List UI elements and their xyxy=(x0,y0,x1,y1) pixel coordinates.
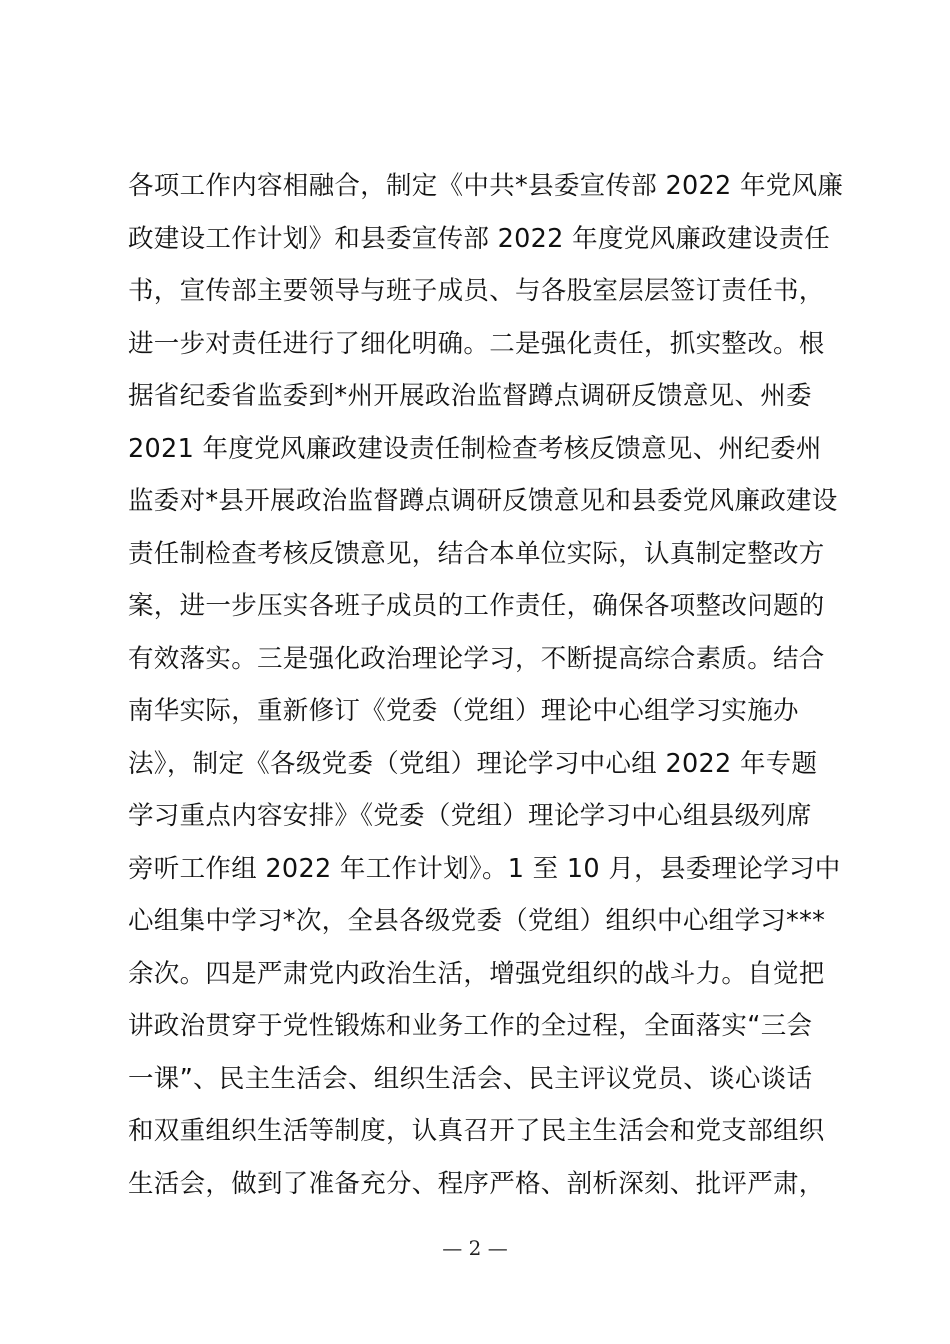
text-line: 书，宣传部主要领导与班子成员、与各股室层层签订责任书， xyxy=(128,276,825,306)
text-line: 学习重点内容安排》《党委（党组）理论学习中心组县级列席 xyxy=(128,801,812,831)
page-number: — 2 — xyxy=(442,1236,508,1260)
text-line: 法》，制定《各级党委（党组）理论学习中心组 2022 年专题 xyxy=(128,748,818,779)
text-line: 南华实际，重新修订《党委（党组）理论中心组学习实施办 xyxy=(128,696,799,726)
text-line: 余次。四是严肃党内政治生活，增强党组织的战斗力。自觉把 xyxy=(128,958,825,989)
body-text xyxy=(128,160,844,1210)
text-line: 旁听工作组 2022 年工作计划》。1 至 10 月，县委理论学习中 xyxy=(128,853,841,884)
text-line: 有效落实。三是强化政治理论学习，不断提高综合素质。结合 xyxy=(128,643,825,674)
text-line: 讲政治贯穿于党性锻炼和业务工作的全过程，全面落实“三会 xyxy=(128,1011,813,1041)
text-line: 监委对*县开展政治监督蹲点调研反馈意见和县委党风廉政建设 xyxy=(128,486,838,516)
text-line: 和双重组织生活等制度，认真召开了民主生活会和党支部组织 xyxy=(128,1116,825,1146)
text-line: 据省纪委省监委到*州开展政治监督蹲点调研反馈意见、州委 xyxy=(128,381,812,411)
text-line: 生活会，做到了准备充分、程序严格、剖析深刻、批评严肃， xyxy=(128,1168,825,1199)
text-line: 各项工作内容相融合，制定《中共*县委宣传部 2022 年党风廉 xyxy=(128,171,844,201)
text-line: 一课”、民主生活会、组织生活会、民主评议党员、谈心谈话 xyxy=(128,1063,813,1094)
text-line: 进一步对责任进行了细化明确。二是强化责任，抓实整改。根 xyxy=(128,328,825,359)
text-line: 心组集中学习*次，全县各级党委（党组）组织中心组学习*** xyxy=(128,906,826,936)
text-line: 政建设工作计划》和县委宣传部 2022 年度党风廉政建设责任 xyxy=(128,223,831,254)
text-line: 案，进一步压实各班子成员的工作责任，确保各项整改问题的 xyxy=(128,591,825,621)
text-line: 2021 年度党风廉政建设责任制检查考核反馈意见、州纪委州 xyxy=(128,433,822,464)
text-line: 责任制检查考核反馈意见，结合本单位实际，认真制定整改方 xyxy=(128,538,825,569)
